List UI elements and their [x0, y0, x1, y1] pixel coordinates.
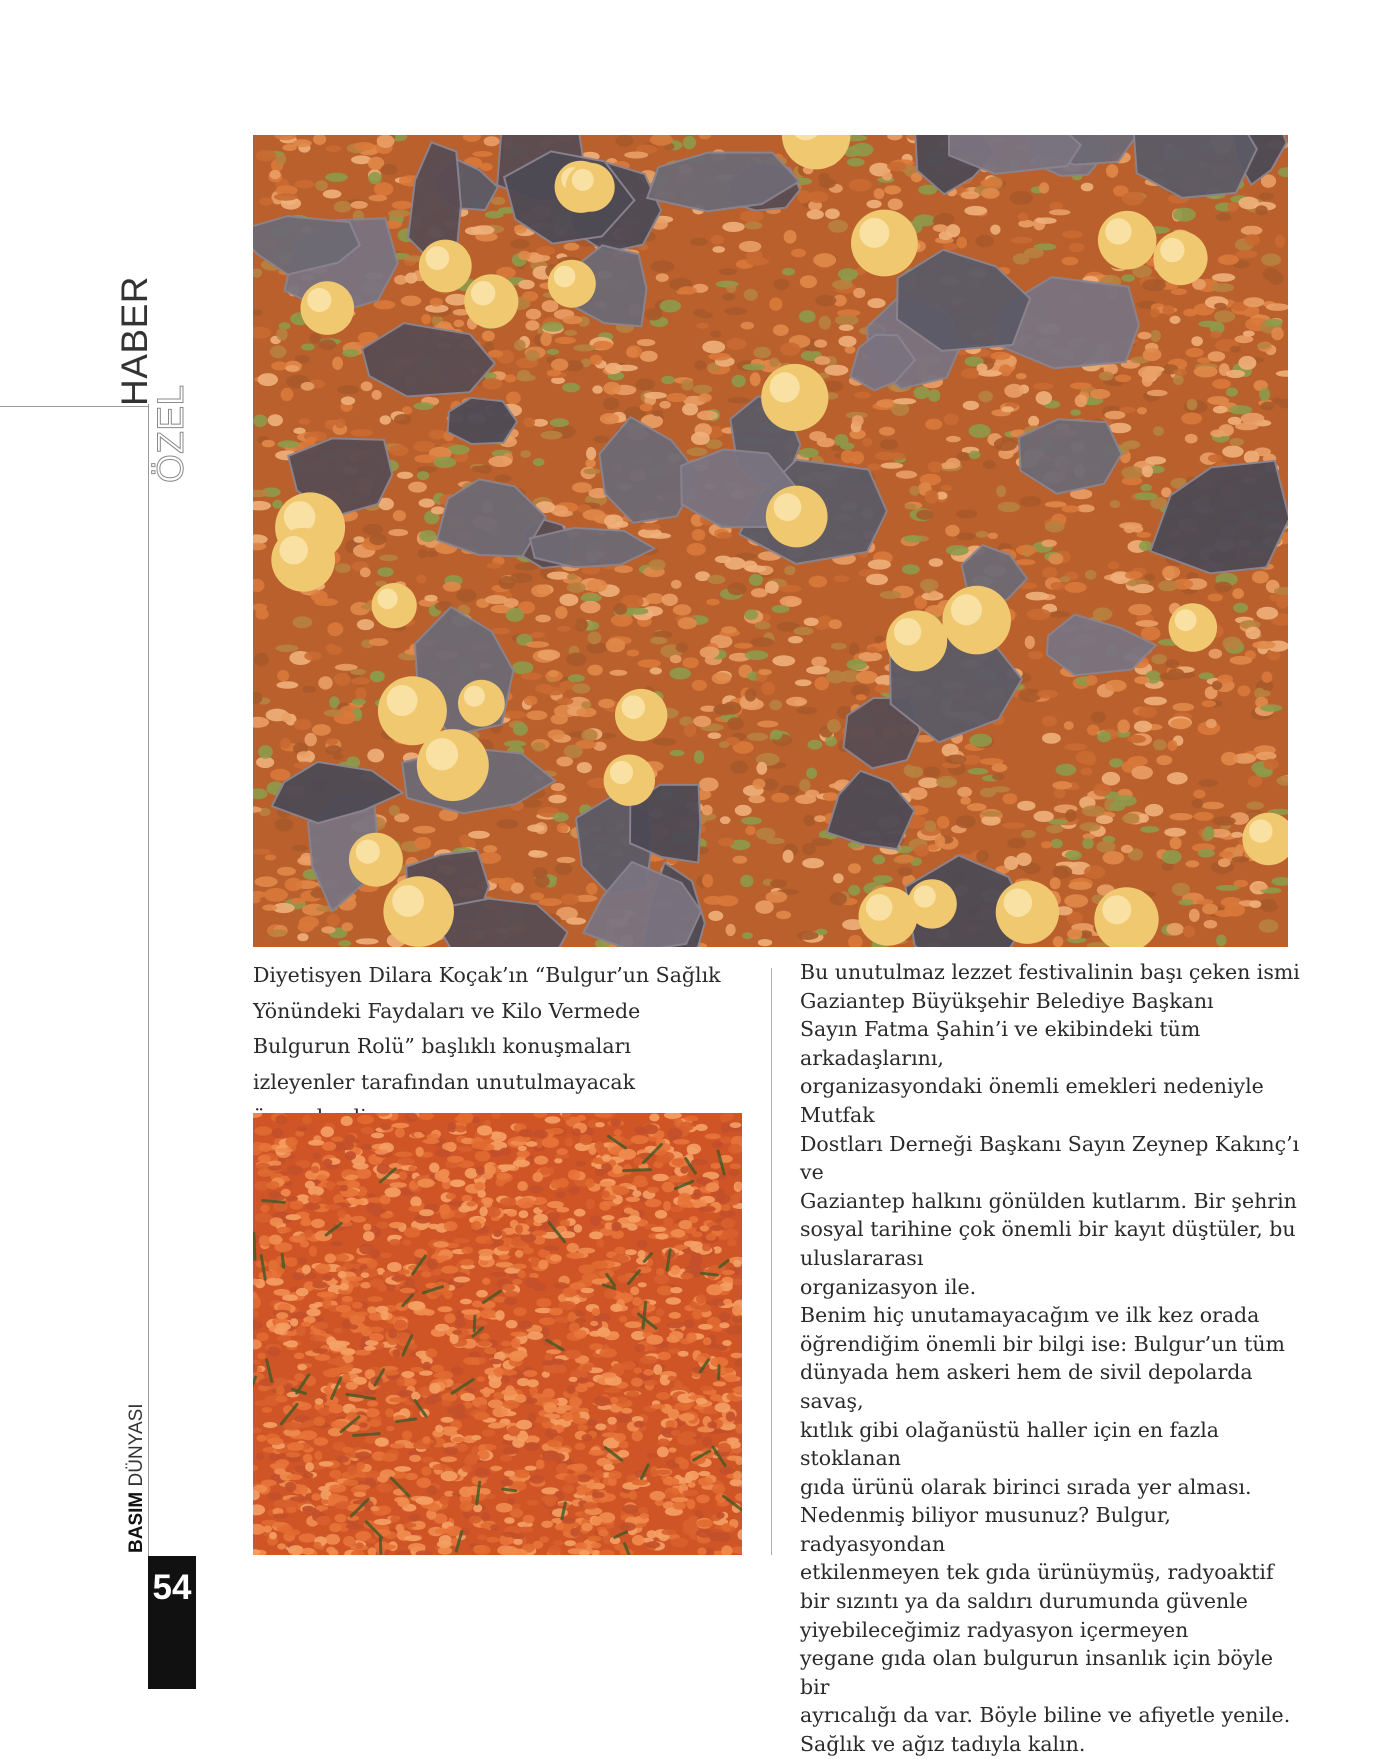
article-line: dünyada hem askeri hem de sivil depolarda savaş, [800, 1360, 1253, 1413]
article-line: Gaziantep halkını gönülden kutlarım. Bir şehrin [800, 1188, 1297, 1213]
page-number-box [148, 1556, 196, 1689]
section-rule [0, 406, 148, 407]
magazine-name [127, 1403, 146, 1553]
article-line: kıtlık gibi olağanüstü haller için en fazla stoklanan [800, 1417, 1220, 1471]
bottom-food-photo [253, 1113, 742, 1555]
page-number: 54 [152, 1568, 192, 1607]
article-line: organizasyondaki önemli emekleri nedeniyle Mutfak [800, 1074, 1264, 1127]
article-line: Gaziantep Büyükşehir Belediye Başkanı [800, 988, 1214, 1013]
column-divider [771, 968, 772, 1555]
article-line: Dostları Derneği Başkanı Sayın Zeynep Kakınç’ı ve [800, 1131, 1300, 1185]
magazine-name-bold: BASIM [126, 1491, 147, 1553]
article-line: uluslararası [800, 1245, 924, 1270]
top-food-photo [253, 135, 1288, 947]
article-line: organizasyon ile. [800, 1274, 977, 1299]
photo-caption: Diyetisyen Dilara Koçak’ın “Bulgur’un Sağlık Yönündeki Faydaları ve Kilo Vermede Bulgurun Rolü” başlıklı konuşmaları izleyenler tarafından unutulmayacak [253, 963, 721, 1094]
top-food-photo-image [253, 135, 1288, 947]
magazine-name-light: DÜNYASI [126, 1403, 147, 1487]
article-line: Bu unutulmaz lezzet festivalinin başı çeken ismi [800, 960, 1300, 984]
article-line: etkilenmeyen tek gıda ürünüymüş, radyoaktif [800, 1560, 1274, 1585]
article-line: öğrendiğim önemli bir bilgi ise: Bulgur’un tüm [800, 1331, 1285, 1356]
article-line: Sağlık ve ağız tadıyla kalın. [800, 1732, 1086, 1757]
article-line: ayrıcalığı da var. Böyle biline ve afiyetle yenile. [800, 1703, 1291, 1728]
article-line: bir sızıntı ya da saldırı durumunda güvenle [800, 1589, 1248, 1614]
article-line: Sayın Fatma Şahin’i ve ekibindeki tüm arkadaşlarını, [800, 1017, 1201, 1070]
article-line: yegane gıda olan bulgurun insanlık için böyle bir [800, 1646, 1274, 1699]
article-line: gıda ürünü olarak birinci sırada yer alması. [800, 1474, 1252, 1499]
article-line: Nedenmiş biliyor musunuz? Bulgur, radyasyondan [800, 1503, 1171, 1556]
bottom-food-photo-image [253, 1113, 742, 1555]
sidebar-rule [148, 404, 149, 1689]
article-line: yiyebileceğimiz radyasyon içermeyen [800, 1617, 1189, 1642]
section-sub-label: ÖZEL [150, 384, 191, 483]
section-label: HABER [114, 276, 155, 406]
article-line: sosyal tarihine çok önemli bir kayıt düştüler, bu [800, 1217, 1296, 1242]
article-body [800, 958, 1300, 1759]
article-line: Benim hiç unutamayacağım ve ilk kez orada [800, 1303, 1260, 1328]
